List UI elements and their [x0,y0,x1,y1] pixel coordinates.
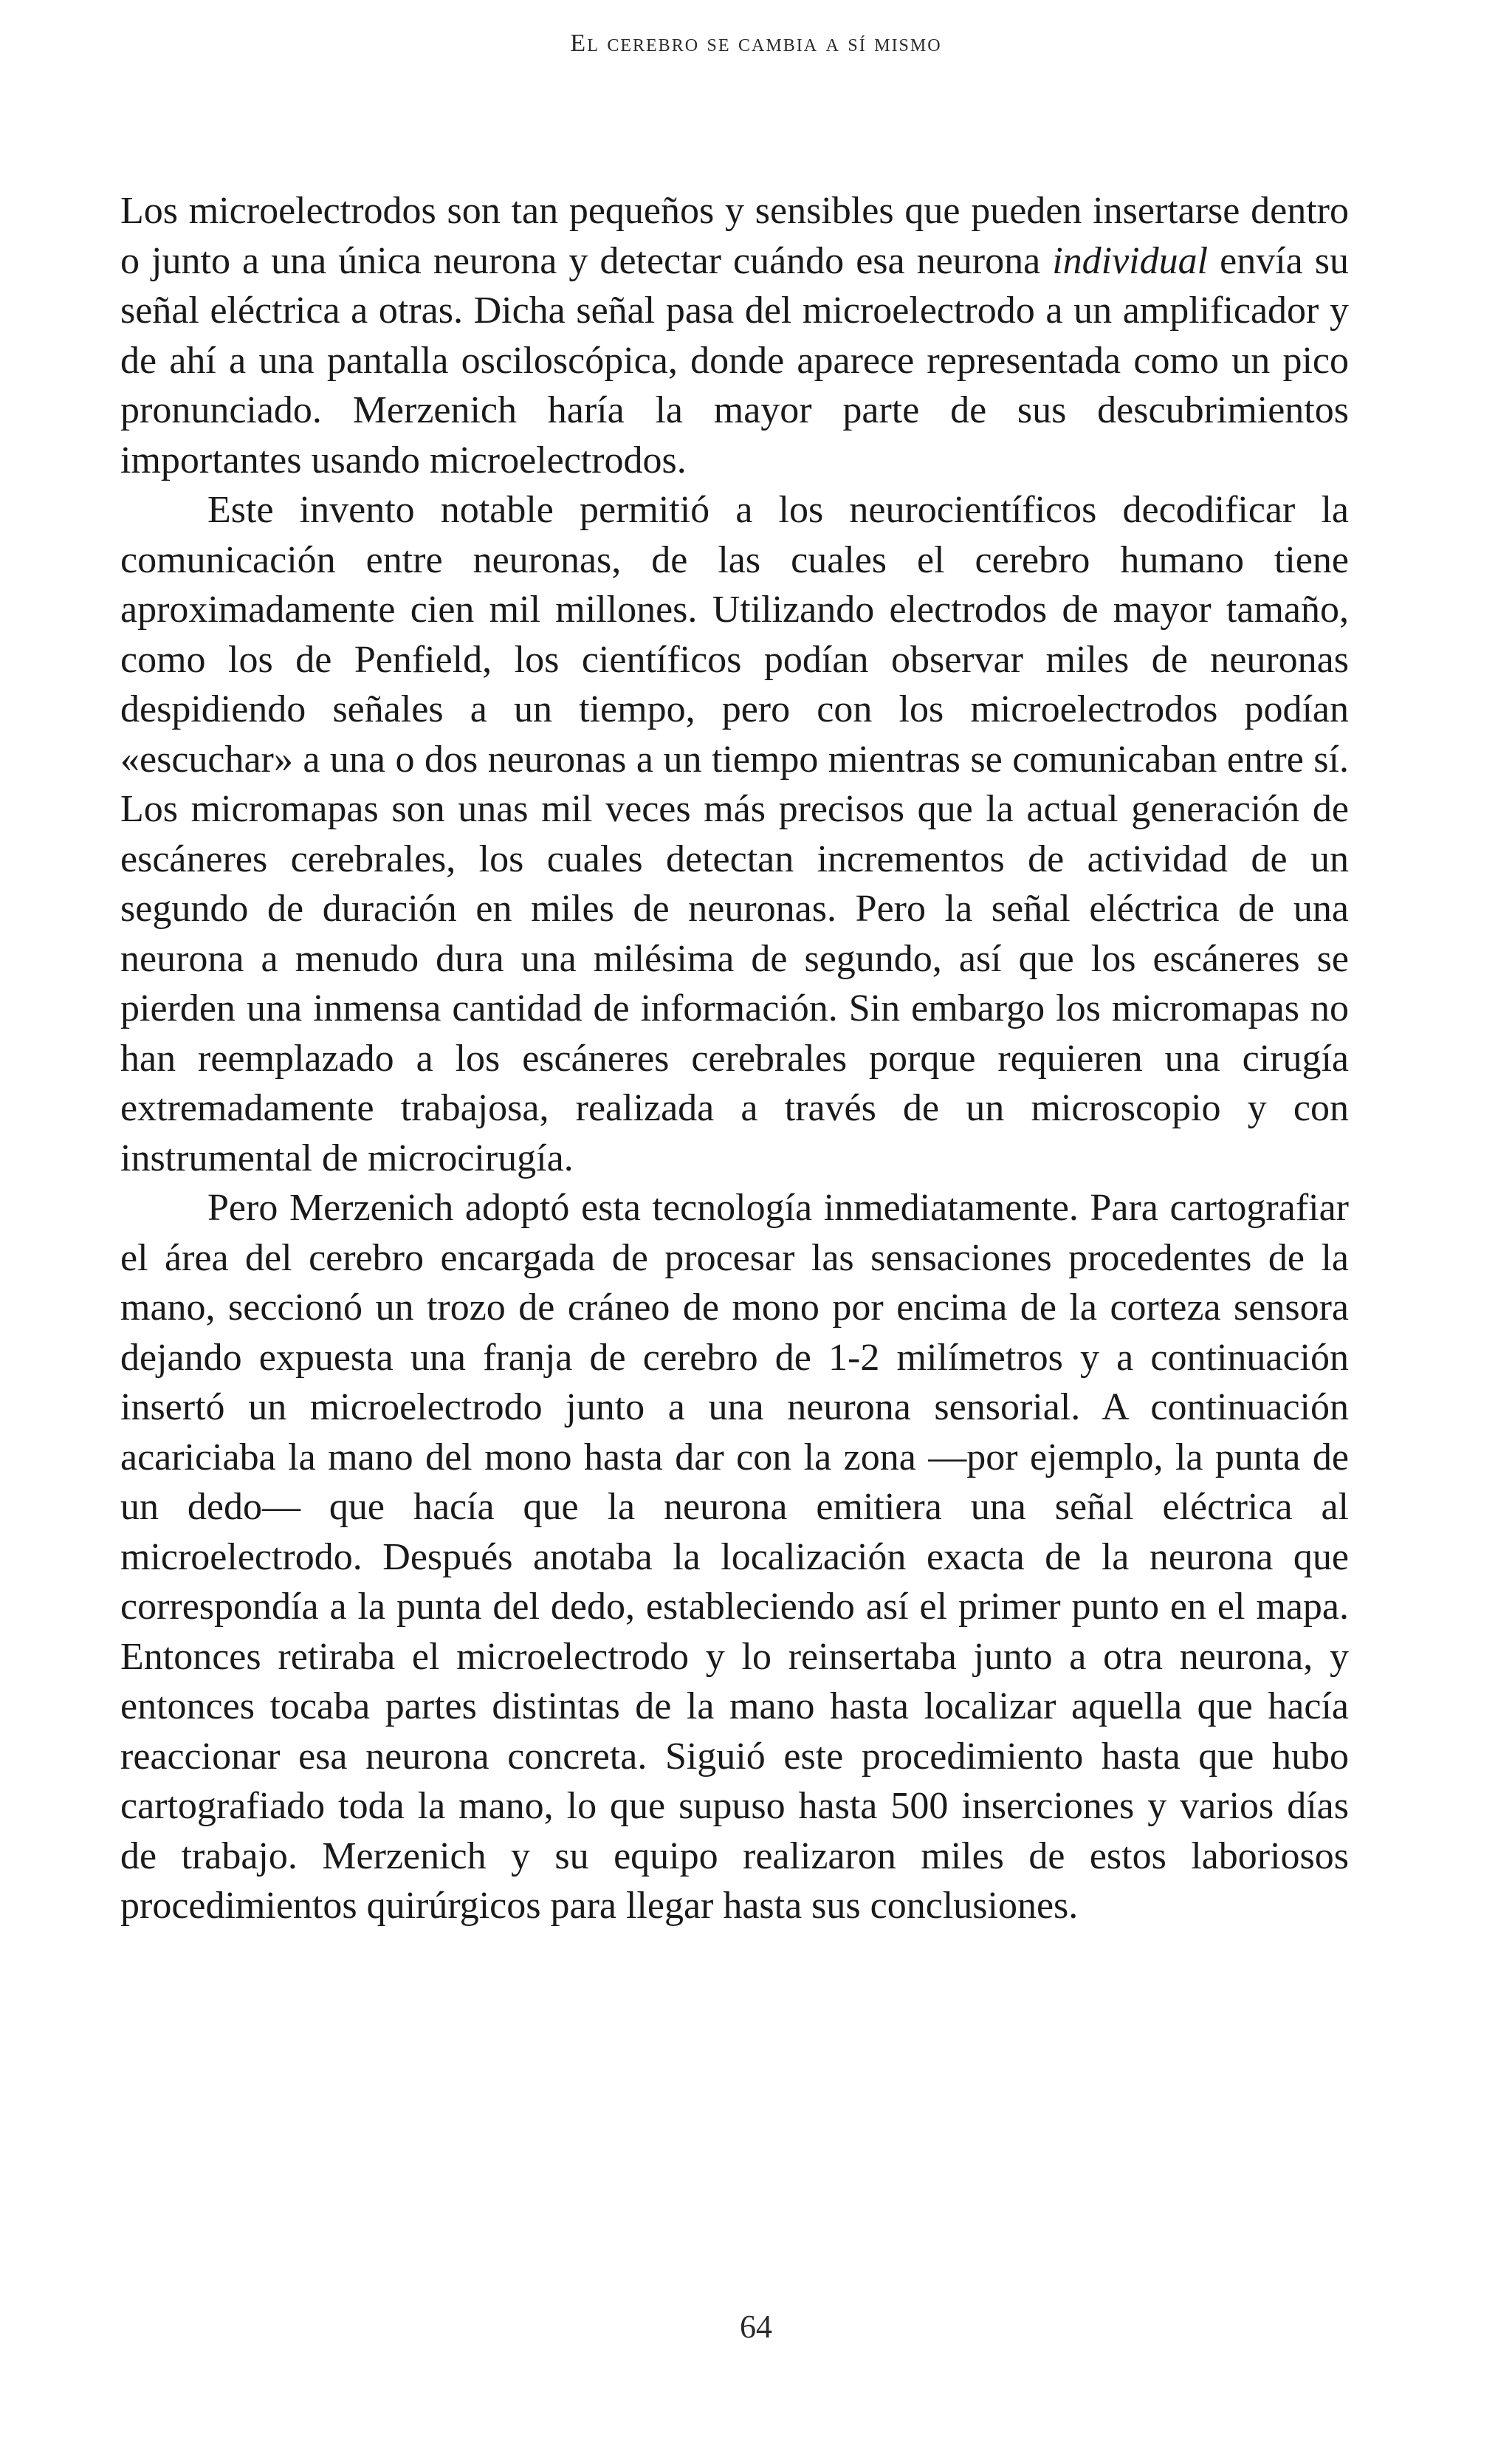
paragraph-1-text-end: envía su señal eléctrica a otras. Dicha señal pasa del microelectrodo a un amplificador y de ahí a una pantalla osciloscópica, donde aparece representada como un pico pronunciado. Merzenich haría la mayor parte de sus descubrimientos importantes usando microelectrodos. [120,239,1350,482]
body-text [120,186,1349,1931]
running-header: El cerebro se cambia a sí mismo [570,30,942,57]
paragraph-1-text-start: Los microelectrodos son tan pequeños y sensibles que pueden insertarse dentro o junto a una única neurona y detectar cuándo esa neurona [120,190,1349,282]
page-number: 64 [740,2309,772,2345]
paragraph-2: Este invento notable permitió a los neurocientíficos decodificar la comunicación entre neuronas, de las cuales el cerebro humano tiene aproximadamente cien mil millones. Utilizando electrodos de mayor tamaño, como los de Penfield, los científicos podían observar miles de neuronas despidiendo señales a un tiempo, pero con los microelectrodos podían «escuchar» a una o dos neuronas a un tiempo mientras se comunicaban entre sí. Los micromapas son unas mil veces más precisos que la actual generación de escáneres cerebrales, los cuales detectan incrementos de actividad de un segundo de duración en miles de neuronas. Pero la señal eléctrica de una neurona a menudo dura una milésima de segundo, así que los escáneres se pierden una inmensa cantidad de información. Sin embargo los micromapas no han reemplazado a los escáneres cerebrales porque requieren una cirugía extremadamente trabajosa, realizada a través de un microscopio y con instrumental de microcirugía. [120,489,1349,1179]
paragraph-3: Pero Merzenich adoptó esta tecnología inmediatamente. Para cartografiar el área del cerebro encargada de procesar las sensaciones procedentes de la mano, seccionó un trozo de cráneo de mono por encima de la corteza sensora dejando expuesta una franja de cerebro de 1-2 milímetros y a continuación insertó un microelectrodo junto a una neurona sensorial. A continuación acariciaba la mano del mono hasta dar con la zona —por ejemplo, la punta de un dedo— que hacía que la neurona emitiera una señal eléctrica al microelectrodo. Después anotaba la localización exacta de la neurona que correspondía a la punta del dedo, estableciendo así el primer punto en el mapa. Entonces retiraba el microelectrodo y lo reinsertaba junto a otra neurona, y entonces tocaba partes distintas de la mano hasta localizar aquella que hacía reaccionar esa neurona concreta. Siguió este procedimiento hasta que hubo cartografiado toda la mano, lo que supuso hasta 500 inserciones y varios días de trabajo. Merzenich y su equipo realizaron miles de estos laboriosos procedimientos quirúrgicos para llegar hasta sus conclusiones. [120,1187,1349,1927]
emphasized-word: individual [1052,239,1209,282]
paragraph-1 [120,186,1349,485]
